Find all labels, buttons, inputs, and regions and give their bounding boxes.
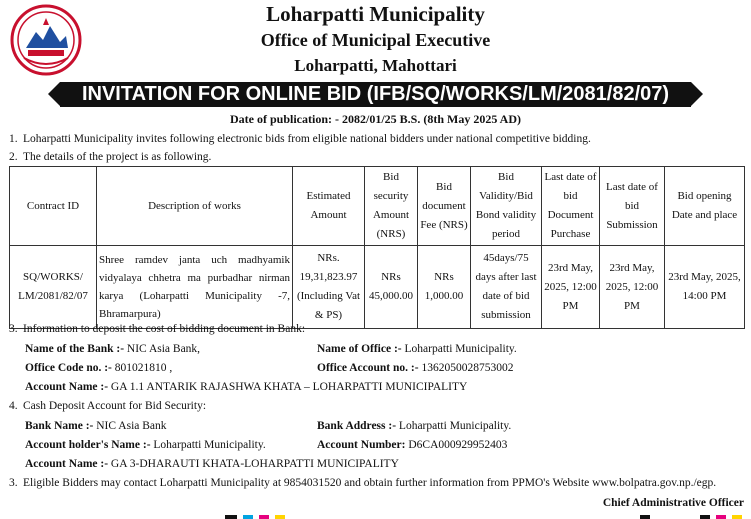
column-header: Contract ID xyxy=(10,167,97,246)
print-registration-marks xyxy=(0,515,751,519)
point-3: 3. Information to deposit the cost of bidding document in Bank: xyxy=(9,323,306,335)
purchase-date-cell: 23rd May, 2025, 12:00 PM xyxy=(542,246,600,329)
banner-left-arrow xyxy=(48,82,60,106)
document-fee-cell: NRs 1,000.00 xyxy=(418,246,471,329)
table-header-row xyxy=(10,167,745,246)
banner-title: INVITATION FOR ONLINE BID (IFB/SQ/WORKS/LM/2081/82/07) xyxy=(60,82,691,107)
column-header: Bid document Fee (NRS) xyxy=(418,167,471,246)
municipality-name: Loharpatti Municipality xyxy=(266,2,485,26)
contract-id-cell: SQ/WORKS/ LM/2081/82/07 xyxy=(10,246,97,329)
column-header: Bid Validity/Bid Bond validity period xyxy=(471,167,542,246)
table-row xyxy=(10,246,745,329)
doc-office-code: Office Code no. :- 801021810 , xyxy=(25,362,173,374)
column-header: Last date of bid Document Purchase xyxy=(542,167,600,246)
letterhead xyxy=(0,0,751,84)
doc-office-account: Office Account no. :- 1362050028753002 xyxy=(317,362,514,374)
bid-details-table xyxy=(9,166,745,329)
office-name: Office of Municipal Executive xyxy=(260,30,491,50)
estimated-amount-cell: NRs. 19,31,823.97 (Including Vat & PS) xyxy=(293,246,365,329)
validity-cell: 45days/75 days after last date of bid submission xyxy=(471,246,542,329)
doc-office-name: Name of Office :- Loharpatti Municipality. xyxy=(317,343,517,355)
publication-date: Date of publication: - 2082/01/25 B.S. (8th May 2025 AD) xyxy=(230,112,521,126)
column-header: Bid opening Date and place xyxy=(665,167,745,246)
column-header: Last date of bid Submission xyxy=(600,167,665,246)
description-cell: Shree ramdev janta uch madhyamik vidyalaya chhetra ma purbadhar nirman karya (Loharpatti Municipality -7, Bhramarpura) xyxy=(97,246,293,329)
security-account-number: Account Number: D6CA000929952403 xyxy=(317,439,508,451)
security-account-holder: Account holder's Name :- Loharpatti Municipality. xyxy=(25,439,266,451)
point-2: 2. The details of the project is as following. xyxy=(9,151,212,163)
column-header: Description of works xyxy=(97,167,293,246)
doc-account-name: Account Name :- GA 1.1 ANTARIK RAJASHWA KHATA – LOHARPATTI MUNICIPALITY xyxy=(25,381,468,393)
column-header: Bid security Amount (NRS) xyxy=(365,167,418,246)
opening-date-cell: 23rd May, 2025, 14:00 PM xyxy=(665,246,745,329)
point-5: 3. Eligible Bidders may contact Loharpatti Municipality at 9854031520 and obtain further information from PPMO's Website www.bolpatra.gov.np./egp. xyxy=(9,477,717,489)
title-banner xyxy=(48,82,703,107)
security-account-name: Account Name :- GA 3-DHARAUTI KHATA-LOHARPATTI MUNICIPALITY xyxy=(25,458,399,470)
bid-security-cell: NRs 45,000.00 xyxy=(365,246,418,329)
column-header: Estimated Amount xyxy=(293,167,365,246)
banner-right-arrow xyxy=(691,82,703,106)
signature-title: Chief Administrative Officer xyxy=(602,497,744,509)
doc-bank-name: Name of the Bank :- NIC Asia Bank, xyxy=(25,343,201,355)
office-address: Loharpatti, Mahottari xyxy=(294,56,457,75)
point-1: 1. Loharpatti Municipality invites following electronic bids from eligible national bidders under national competitive bidding. xyxy=(9,133,591,145)
submission-date-cell: 23rd May, 2025, 12:00 PM xyxy=(600,246,665,329)
security-bank-name: Bank Name :- NIC Asia Bank xyxy=(25,420,167,432)
security-bank-address: Bank Address :- Loharpatti Municipality. xyxy=(317,420,512,432)
point-4: 4. Cash Deposit Account for Bid Security: xyxy=(9,400,207,412)
